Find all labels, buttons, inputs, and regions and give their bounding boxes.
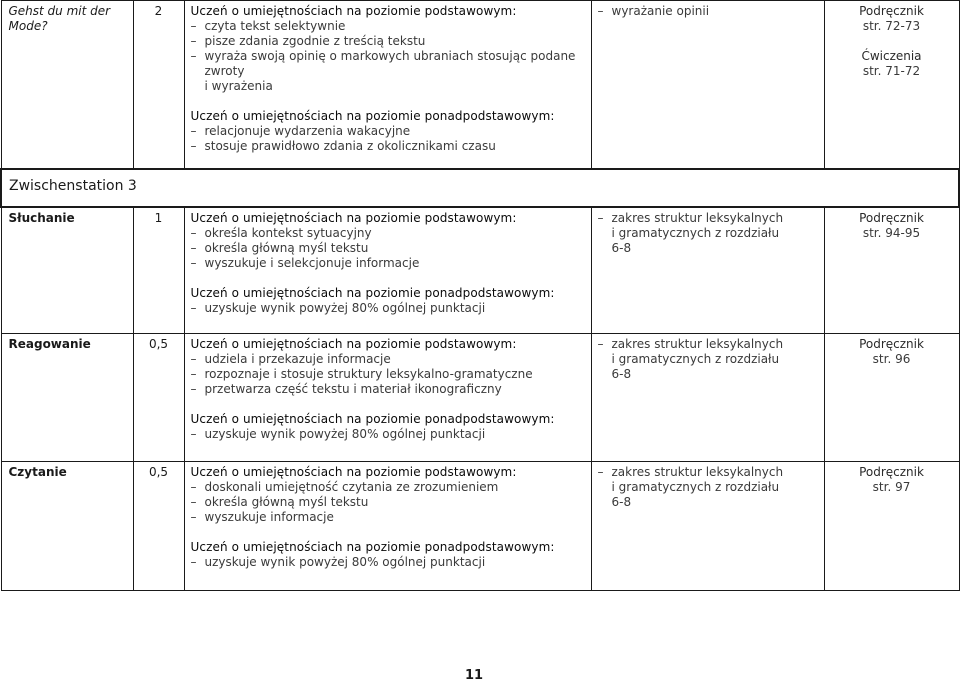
reference-label: Podręcznik bbox=[859, 337, 924, 351]
list-item: – udziela i przekazuje informacje bbox=[191, 352, 585, 367]
reference-label: Podręcznik bbox=[859, 465, 924, 479]
content-item: – zakres struktur leksykalnych bbox=[598, 211, 818, 226]
list-item: – uzyskuje wynik powyżej 80% ogólnej punktacji bbox=[191, 555, 585, 570]
references-cell bbox=[824, 462, 959, 591]
list-item: – wyszukuje i selekcjonuje informacje bbox=[191, 256, 585, 271]
skill-cell bbox=[1, 462, 133, 591]
skill-label: Słuchanie bbox=[8, 211, 75, 225]
objectives-cell bbox=[184, 1, 591, 170]
basic-level-heading: Uczeń o umiejętnościach na poziomie podstawowym: bbox=[190, 4, 517, 18]
list-item: – uzyskuje wynik powyżej 80% ogólnej punktacji bbox=[191, 427, 585, 442]
list-item-continuation: i wyrażenia bbox=[204, 79, 273, 93]
content-cell bbox=[591, 334, 824, 462]
content-cell bbox=[591, 1, 824, 170]
skill-label: Gehst du mit der Mode? bbox=[8, 4, 111, 33]
reference-pages: str. 72-73 bbox=[862, 19, 921, 33]
list-item: – określa główną myśl tekstu bbox=[191, 241, 585, 256]
list-item: – wyraża swoją opinię o markowych ubraniach stosując podane zwroty bbox=[191, 49, 585, 79]
reference-label: Ćwiczenia bbox=[861, 49, 922, 63]
skill-cell bbox=[1, 1, 133, 170]
page-number: 11 bbox=[465, 668, 484, 683]
hours-cell bbox=[133, 462, 184, 591]
list-item: – doskonali umiejętność czytania ze zrozumieniem bbox=[191, 480, 585, 495]
section-title: Zwischenstation 3 bbox=[1, 169, 959, 207]
table-row bbox=[1, 207, 959, 334]
content-item: 6-8 bbox=[611, 495, 632, 509]
skill-label: Czytanie bbox=[8, 465, 67, 479]
content-item: 6-8 bbox=[611, 241, 632, 255]
content-item: – wyrażanie opinii bbox=[598, 4, 818, 19]
references-cell bbox=[824, 334, 959, 462]
content-cell bbox=[591, 207, 824, 334]
advanced-level-heading: Uczeń o umiejętnościach na poziomie ponadpodstawowym: bbox=[190, 286, 555, 300]
advanced-level-heading: Uczeń o umiejętnościach na poziomie ponadpodstawowym: bbox=[190, 540, 555, 554]
list-item: – pisze zdania zgodnie z treścią tekstu bbox=[191, 34, 585, 49]
list-item: – czyta tekst selektywnie bbox=[191, 19, 585, 34]
content-cell bbox=[591, 462, 824, 591]
objectives-cell bbox=[184, 462, 591, 591]
list-item: – relacjonuje wydarzenia wakacyjne bbox=[191, 124, 585, 139]
list-item: – określa kontekst sytuacyjny bbox=[191, 226, 585, 241]
reference-pages: str. 97 bbox=[872, 480, 911, 494]
list-item: – określa główną myśl tekstu bbox=[191, 495, 585, 510]
reference-label: Podręcznik bbox=[859, 211, 924, 225]
content-item: – zakres struktur leksykalnych bbox=[598, 337, 818, 352]
reference-pages: str. 96 bbox=[872, 352, 911, 366]
hours-value: 1 bbox=[154, 211, 163, 225]
basic-level-heading: Uczeń o umiejętnościach na poziomie podstawowym: bbox=[190, 211, 517, 225]
content-item: i gramatycznych z rozdziału bbox=[611, 226, 780, 240]
table-row bbox=[1, 1, 959, 170]
reference-label: Podręcznik bbox=[859, 4, 924, 18]
skill-cell bbox=[1, 334, 133, 462]
list-item: – rozpoznaje i stosuje struktury leksykalno-gramatyczne bbox=[191, 367, 585, 382]
table-row bbox=[1, 462, 959, 591]
list-item: – stosuje prawidłowo zdania z okolicznikami czasu bbox=[191, 139, 585, 154]
references-cell bbox=[824, 1, 959, 170]
reference-pages: str. 94-95 bbox=[862, 226, 921, 240]
hours-cell bbox=[133, 207, 184, 334]
objectives-cell bbox=[184, 207, 591, 334]
list-item: – uzyskuje wynik powyżej 80% ogólnej punktacji bbox=[191, 301, 585, 316]
basic-level-heading: Uczeń o umiejętnościach na poziomie podstawowym: bbox=[190, 337, 517, 351]
hours-value: 2 bbox=[154, 4, 163, 18]
references-cell bbox=[824, 207, 959, 334]
content-item: – zakres struktur leksykalnych bbox=[598, 465, 818, 480]
skill-cell bbox=[1, 207, 133, 334]
hours-cell bbox=[133, 334, 184, 462]
advanced-level-heading: Uczeń o umiejętnościach na poziomie ponadpodstawowym: bbox=[190, 109, 555, 123]
list-item: – przetwarza część tekstu i materiał ikonograficzny bbox=[191, 382, 585, 397]
list-item: – wyszukuje informacje bbox=[191, 510, 585, 525]
hours-cell bbox=[133, 1, 184, 170]
content-item: i gramatycznych z rozdziału bbox=[611, 352, 780, 366]
skill-label: Reagowanie bbox=[8, 337, 91, 351]
reference-pages: str. 71-72 bbox=[862, 64, 921, 78]
section-row bbox=[1, 169, 959, 207]
basic-level-heading: Uczeń o umiejętnościach na poziomie podstawowym: bbox=[190, 465, 517, 479]
content-item: 6-8 bbox=[611, 367, 632, 381]
content-item: i gramatycznych z rozdziału bbox=[611, 480, 780, 494]
hours-value: 0,5 bbox=[148, 465, 169, 479]
advanced-level-heading: Uczeń o umiejętnościach na poziomie ponadpodstawowym: bbox=[190, 412, 555, 426]
objectives-cell bbox=[184, 334, 591, 462]
table-row bbox=[1, 334, 959, 462]
hours-value: 0,5 bbox=[148, 337, 169, 351]
